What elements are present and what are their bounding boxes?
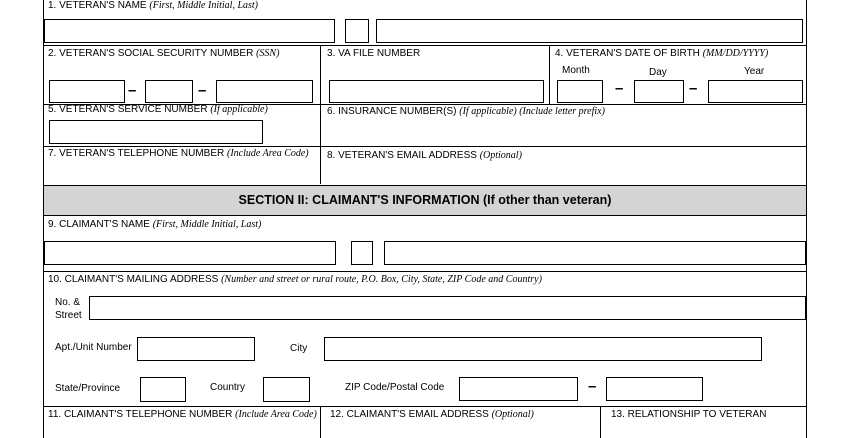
dob-year-field[interactable]: [708, 80, 803, 103]
city-label: City: [290, 343, 308, 354]
street-label-line1: No. &: [55, 297, 81, 308]
dash: –: [689, 80, 698, 97]
day-label: Day: [649, 67, 667, 78]
dob-day-field[interactable]: [634, 80, 684, 103]
va-file-number-label: 3. VA FILE NUMBER: [327, 48, 421, 59]
month-label: Month: [562, 65, 590, 76]
dash: –: [198, 82, 207, 99]
claimant-first-name-field[interactable]: [44, 241, 336, 265]
claimant-email-label: 12. CLAIMANT'S EMAIL ADDRESS (Optional): [330, 409, 534, 420]
insurance-number-label: 6. INSURANCE NUMBER(S) (If applicable) (Include letter prefix): [327, 106, 605, 117]
claimant-phone-label: 11. CLAIMANT'S TELEPHONE NUMBER (Include Area Code): [48, 409, 317, 420]
divider: [320, 406, 321, 438]
year-label: Year: [744, 66, 765, 77]
veteran-first-name-field[interactable]: [44, 19, 335, 43]
street-label-line2: Street: [55, 310, 82, 321]
section-ii-header: SECTION II: CLAIMANT'S INFORMATION (If other than veteran): [44, 185, 806, 216]
dash: –: [128, 82, 137, 99]
dob-month-field[interactable]: [557, 80, 603, 103]
zip-code-field[interactable]: [459, 377, 578, 401]
ssn-part1-field[interactable]: [49, 80, 125, 103]
veteran-name-label: 1. VETERAN'S NAME (First, Middle Initial, Last): [48, 0, 258, 11]
divider: [549, 45, 550, 105]
ssn-label: 2. VETERAN'S SOCIAL SECURITY NUMBER (SSN): [48, 48, 280, 59]
zip-extension-field[interactable]: [606, 377, 703, 401]
va-file-number-field[interactable]: [329, 80, 544, 103]
state-field[interactable]: [140, 377, 186, 402]
divider: [43, 146, 807, 147]
divider: [43, 271, 807, 272]
zip-label: ZIP Code/Postal Code: [345, 382, 445, 393]
divider: [320, 45, 321, 105]
relationship-label: 13. RELATIONSHIP TO VETERAN: [611, 409, 767, 420]
veteran-last-name-field[interactable]: [376, 19, 803, 43]
claimant-name-label: 9. CLAIMANT'S NAME (First, Middle Initial, Last): [48, 219, 262, 230]
claimant-last-name-field[interactable]: [384, 241, 806, 265]
divider: [43, 406, 807, 407]
frame-right: [806, 0, 807, 438]
apt-label: Apt./Unit Number: [55, 342, 132, 353]
claimant-middle-initial-field[interactable]: [351, 241, 373, 265]
service-number-label: 5. VETERAN'S SERVICE NUMBER (If applicable): [48, 104, 268, 115]
divider: [320, 104, 321, 184]
ssn-part2-field[interactable]: [145, 80, 193, 103]
dash: –: [615, 80, 624, 97]
veteran-email-label: 8. VETERAN'S EMAIL ADDRESS (Optional): [327, 150, 522, 161]
street-field[interactable]: [89, 296, 806, 320]
country-field[interactable]: [263, 377, 310, 402]
dob-label: 4. VETERAN'S DATE OF BIRTH (MM/DD/YYYY): [555, 48, 769, 59]
divider: [43, 45, 807, 46]
country-label: Country: [210, 382, 246, 393]
state-label: State/Province: [55, 383, 121, 394]
frame-left: [43, 0, 44, 438]
divider: [600, 406, 601, 438]
apt-number-field[interactable]: [137, 337, 255, 361]
claimant-address-label: 10. CLAIMANT'S MAILING ADDRESS (Number and street or rural route, P.O. Box, City, State, ZIP Code and Country): [48, 274, 542, 285]
veteran-middle-initial-field[interactable]: [345, 19, 369, 43]
service-number-field[interactable]: [49, 120, 263, 144]
city-field[interactable]: [324, 337, 762, 361]
ssn-part3-field[interactable]: [216, 80, 313, 103]
veteran-phone-label: 7. VETERAN'S TELEPHONE NUMBER (Include Area Code): [48, 148, 309, 159]
dash: –: [588, 378, 597, 395]
